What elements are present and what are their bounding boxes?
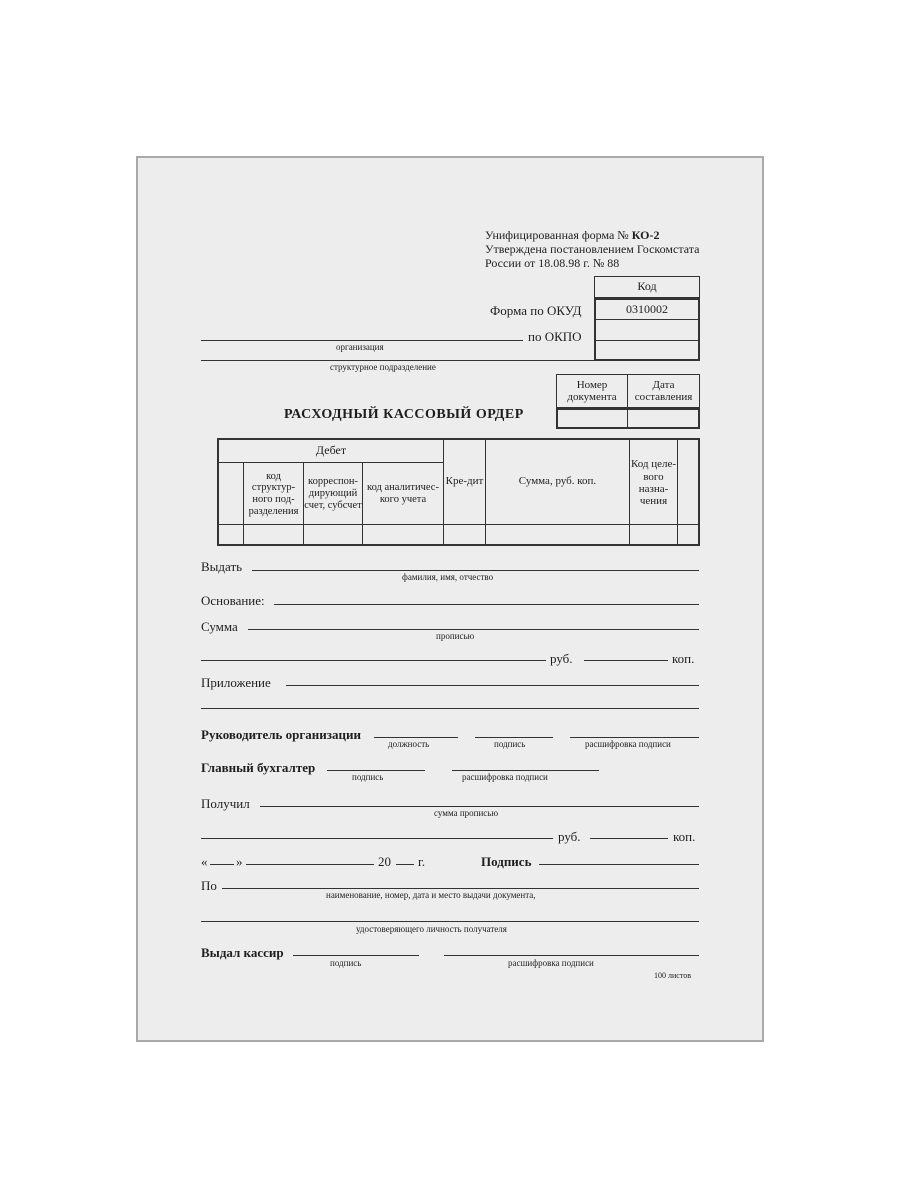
chief-signature-caption: подпись (352, 772, 384, 782)
document-title: РАСХОДНЫЙ КАССОВЫЙ ОРДЕР (284, 407, 524, 422)
form-sheet (136, 156, 764, 1042)
purpose-code-header: Код целе-вого назна-чения (630, 458, 677, 508)
document-line-2[interactable] (201, 921, 699, 922)
head-of-org-label: Руководитель организации (201, 727, 361, 742)
date-quote-open: « (201, 854, 208, 869)
struct-code-header: код структур-ного под-разделения (248, 470, 299, 517)
chief-decode-caption: расшифровка подписи (462, 772, 548, 782)
date-month-line[interactable] (246, 864, 374, 865)
head-decode-line[interactable] (570, 737, 699, 738)
form-header-prefix: Унифицированная форма № (485, 228, 629, 242)
signature-label: Подпись (481, 854, 532, 869)
received-line-2[interactable] (201, 838, 553, 839)
table-body-divider (219, 524, 698, 525)
code-header-label: Код (637, 279, 657, 294)
cashier-decode-line[interactable] (444, 955, 699, 956)
form-header-line-2: Утверждена постановлением Госкомстата (485, 242, 700, 256)
okud-label: Форма по ОКУД (490, 303, 582, 318)
basis-label: Основание: (201, 593, 265, 608)
date-quote-close: » (236, 854, 243, 869)
col-line-last (677, 440, 678, 544)
code-divider-2 (596, 340, 698, 341)
date-year-suffix: г. (418, 854, 426, 869)
analytic-code-header: код аналитичес-кого учета (367, 482, 439, 505)
cashier-decode-caption: расшифровка подписи (508, 958, 594, 968)
recipient-signature-line[interactable] (539, 864, 699, 865)
full-name-caption: фамилия, имя, отчество (402, 572, 494, 582)
docnum-number-header: Номер документа (567, 378, 617, 403)
sum-line[interactable] (248, 629, 699, 630)
kop-line[interactable] (584, 660, 668, 661)
by-label: По (201, 878, 217, 893)
structural-unit-line[interactable] (201, 360, 697, 361)
position-caption: должность (388, 739, 430, 749)
form-header-line-3: России от 18.08.98 г. № 88 (485, 256, 620, 270)
date-year-prefix: 20 (378, 854, 391, 869)
head-signature-line[interactable] (475, 737, 553, 738)
code-header-cell (594, 276, 700, 298)
basis-line[interactable] (274, 604, 699, 605)
okud-value: 0310002 (626, 301, 668, 316)
sum-label: Сумма (201, 619, 238, 634)
sum-header: Сумма, руб. коп. (518, 474, 597, 487)
received-line[interactable] (260, 806, 699, 807)
issue-label: Выдать (201, 559, 243, 574)
sum-line-2[interactable] (201, 660, 546, 661)
attachment-line[interactable] (286, 685, 699, 686)
debit-divider (219, 462, 443, 463)
cashier-signature-caption: подпись (330, 958, 362, 968)
organization-line[interactable] (201, 340, 523, 341)
kop-label: коп. (672, 651, 695, 666)
issue-line[interactable] (252, 570, 699, 571)
attachment-line-2[interactable] (201, 708, 699, 709)
corr-account-header: корреспон-дирующий счет, субсчет (304, 476, 362, 511)
debit-header: Дебет (315, 443, 347, 458)
head-position-line[interactable] (374, 737, 458, 738)
received-kop-line[interactable] (590, 838, 668, 839)
identity-caption: удостоверяющего личность получателя (356, 924, 507, 934)
attachment-label: Приложение (201, 675, 271, 690)
rub-label: руб. (550, 651, 573, 666)
docnum-date-header: Дата составления (634, 378, 693, 403)
code-divider-1 (596, 319, 698, 320)
amount-in-words-caption: сумма прописью (434, 808, 499, 818)
document-details-caption: наименование, номер, дата и место выдачи документа, (326, 890, 536, 900)
cashier-signature-line[interactable] (293, 955, 419, 956)
form-header-line-1 (485, 229, 659, 241)
received-kop-label: коп. (673, 829, 696, 844)
okpo-label: по ОКПО (528, 329, 582, 344)
cashier-label: Выдал кассир (201, 945, 284, 960)
structural-unit-caption: структурное подразделение (330, 362, 436, 372)
head-decode-caption: расшифровка подписи (585, 739, 671, 749)
docnum-value-row[interactable] (556, 408, 700, 429)
received-label: Получил (201, 796, 250, 811)
in-words-caption: прописью (436, 631, 475, 641)
date-day-line[interactable] (210, 864, 234, 865)
organization-caption: организация (336, 342, 384, 352)
chief-decode-line[interactable] (452, 770, 599, 771)
date-year-line[interactable] (396, 864, 414, 865)
chief-signature-line[interactable] (327, 770, 425, 771)
chief-accountant-label: Главный бухгалтер (201, 760, 316, 775)
credit-header: Кре-дит (445, 474, 484, 487)
received-rub-label: руб. (558, 829, 581, 844)
document-line[interactable] (222, 888, 699, 889)
head-signature-caption: подпись (494, 739, 526, 749)
sheets-count: 100 листов (654, 971, 691, 980)
form-number: КО-2 (631, 228, 660, 242)
